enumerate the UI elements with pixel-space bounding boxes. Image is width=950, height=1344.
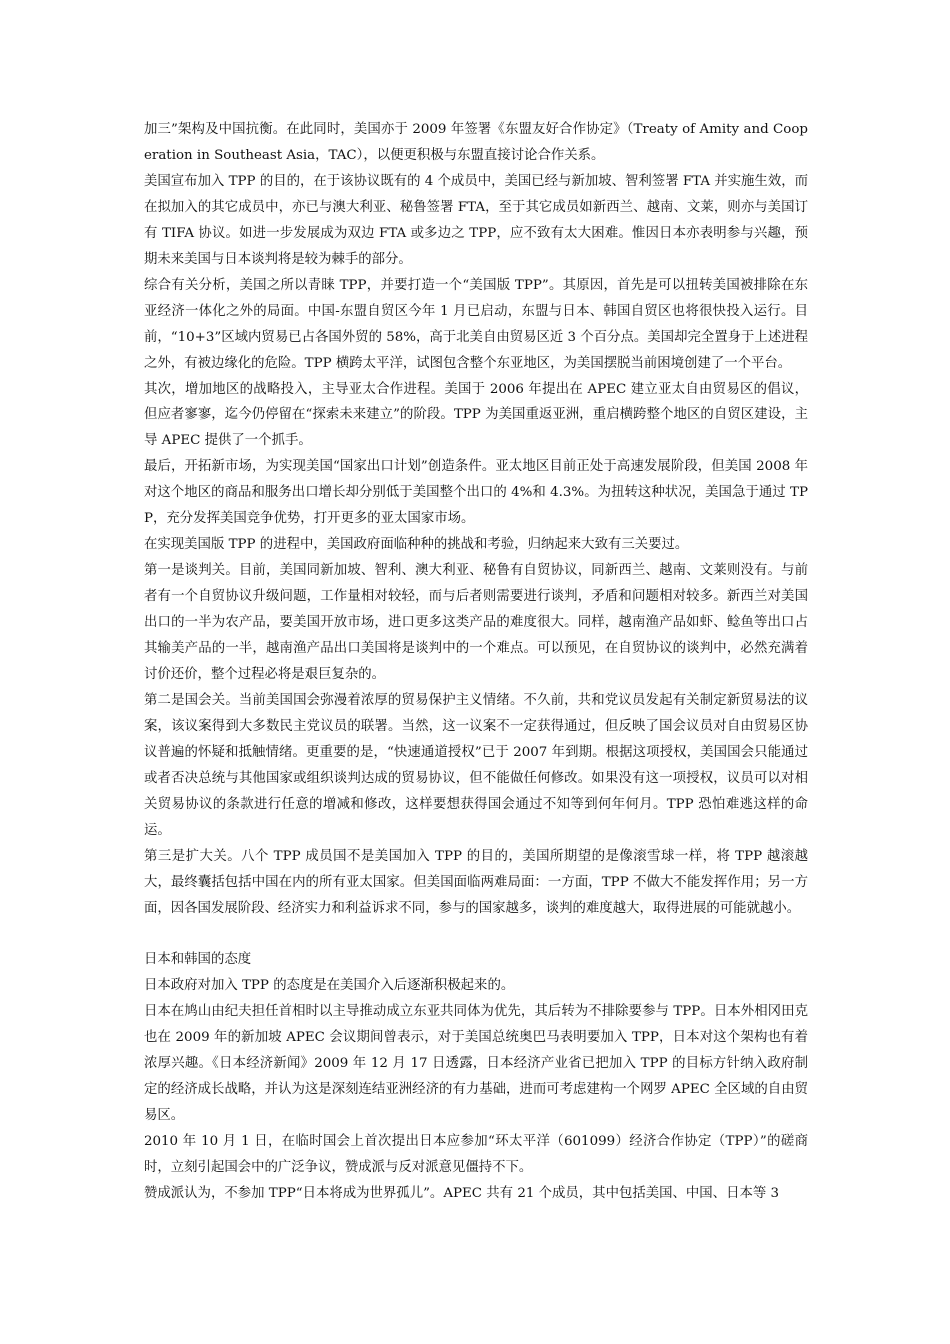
paragraph-8: 第二是国会关。当前美国国会弥漫着浓厚的贸易保护主义情绪。不久前，共和党议员发起有关制定新贸易法的议案，该议案得到大多数民主党议员的联署。当然，这一议案不一定获得通过，但反映了国会议员对自由贸易区协议普遍的怀疑和抵触情绪。更重要的是，“快速通道授权”已于 2007 年到期。根据这项授权，美国国会只能通过或者否决总统与其他国家或组织谈判达成的贸易协议，但不能做任何修改。如果没有这一项授权，议员可以对相关贸易协议的条款进行任意的增减和修改，这样要想获得国会通过不知等到何年何月。TPP 恐怕难逃这样的命运。 bbox=[144, 692, 808, 838]
paragraph-7: 第一是谈判关。目前，美国同新加坡、智利、澳大利亚、秘鲁有自贸协议，同新西兰、越南、文莱则没有。与前者有一个自贸协议升级问题，工作量相对较轻，而与后者则需要进行谈判，矛盾和问题相对较多。新西兰对美国出口的一半为农产品，要美国开放市场，进口更多这类产品的难度很大。同样，越南渔产品如虾、鲶鱼等出口占其输美产品的一半，越南渔产品出口美国将是谈判中的一个难点。可以预见，在自贸协议的谈判中，必然充满着讨价还价，整个过程必将是艰巨复杂的。 bbox=[144, 563, 808, 683]
paragraph-1: 加三”架构及中国抗衡。在此同时，美国亦于 2009 年签署《东盟友好合作协定》（Treaty of Amity and Cooperation in Southeast Asia，TAC），以便更积极与东盟直接讨论合作关系。 bbox=[144, 122, 808, 163]
section-heading: 日本和韩国的态度 bbox=[144, 952, 252, 968]
paragraph-3: 综合有关分析，美国之所以青睐 TPP，并要打造一个“美国版 TPP”。其原因，首先是可以扭转美国被排除在东亚经济一体化之外的局面。中国-东盟自贸区今年 1 月已启动，东盟与日本、韩国自贸区也将很快投入运行。目前，“10+3”区域内贸易已占各国外贸的 58%，高于北美自由贸易区近 3 个百分点。美国却完全置身于上述进程之外，有被边缘化的危险。TPP 横跨太平洋，试图包含整个东亚地区，为美国摆脱当前困境创建了一个平台。 bbox=[144, 277, 808, 371]
paragraph-13: 赞成派认为，不参加 TPP“日本将成为世界孤儿”。APEC 共有 21 个成员，其中包括美国、中国、日本等 3 bbox=[144, 1186, 780, 1202]
paragraph-2: 美国宣布加入 TPP 的目的，在于该协议既有的 4 个成员中，美国已经与新加坡、智利签署 FTA 并实施生效，而在拟加入的其它成员中，亦已与澳大利亚、秘鲁签署 FTA，至于其它成员如新西兰、越南、文莱，则亦与美国订有 TIFA 协议。如进一步发展成为双边 FTA 或多边之 TPP，应不致有太大困难。惟因日本亦表明参与兴趣，预期未来美国与日本谈判将是较为棘手的部分。 bbox=[144, 173, 808, 267]
document-body bbox=[144, 117, 808, 1207]
paragraph-5: 最后，开拓新市场，为实现美国“国家出口计划”创造条件。亚太地区目前正处于高速发展阶段，但美国 2008 年对这个地区的商品和服务出口增长却分别低于美国整个出口的 4%和 4.3%。为扭转这种状况，美国急于通过 TPP，充分发挥美国竞争优势，打开更多的亚太国家市场。 bbox=[144, 459, 808, 527]
paragraph-4: 其次，增加地区的战略投入，主导亚太合作进程。美国于 2006 年提出在 APEC 建立亚太自由贸易区的倡议，但应者寥寥，迄今仍停留在“探索未来建立”的阶段。TPP 为美国重返亚洲，重启横跨整个地区的自贸区建设，主导 APEC 提供了一个抓手。 bbox=[144, 381, 808, 449]
paragraph-9: 第三是扩大关。八个 TPP 成员国不是美国加入 TPP 的目的，美国所期望的是像滚雪球一样，将 TPP 越滚越大，最终囊括包括中国在内的所有亚太国家。但美国面临两难局面：一方面，TPP 不做大不能发挥作用；另一方面，因各国发展阶段、经济实力和利益诉求不同，参与的国家越多，谈判的难度越大，取得进展的可能就越小。 bbox=[144, 848, 808, 916]
blank-line bbox=[144, 922, 808, 948]
paragraph-12: 2010 年 10 月 1 日，在临时国会上首次提出日本应参加“环太平洋（601099）经济合作协定（TPP）”的磋商时，立刻引起国会中的广泛争议，赞成派与反对派意见僵持不下。 bbox=[144, 1134, 808, 1176]
paragraph-10: 日本政府对加入 TPP 的态度是在美国介入后逐渐积极起来的。 bbox=[144, 978, 515, 994]
paragraph-6: 在实现美国版 TPP 的进程中，美国政府面临种种的挑战和考验，归纳起来大致有三关要过。 bbox=[144, 537, 689, 553]
paragraph-11: 日本在鸠山由纪夫担任首相时以主导推动成立东亚共同体为优先，其后转为不排除要参与 TPP。日本外相冈田克也在 2009 年的新加坡 APEC 会议期间曾表示，对于美国总统奥巴马表明要加入 TPP，日本对这个架构也有着浓厚兴趣。《日本经济新闻》2009 年 12 月 17 日透露，日本经济产业省已把加入 TPP 的目标方针纳入政府制定的经济成长战略，并认为这是深刻连结亚洲经济的有力基础，进而可考虑建构一个网罗 APEC 全区域的自由贸易区。 bbox=[144, 1004, 808, 1124]
